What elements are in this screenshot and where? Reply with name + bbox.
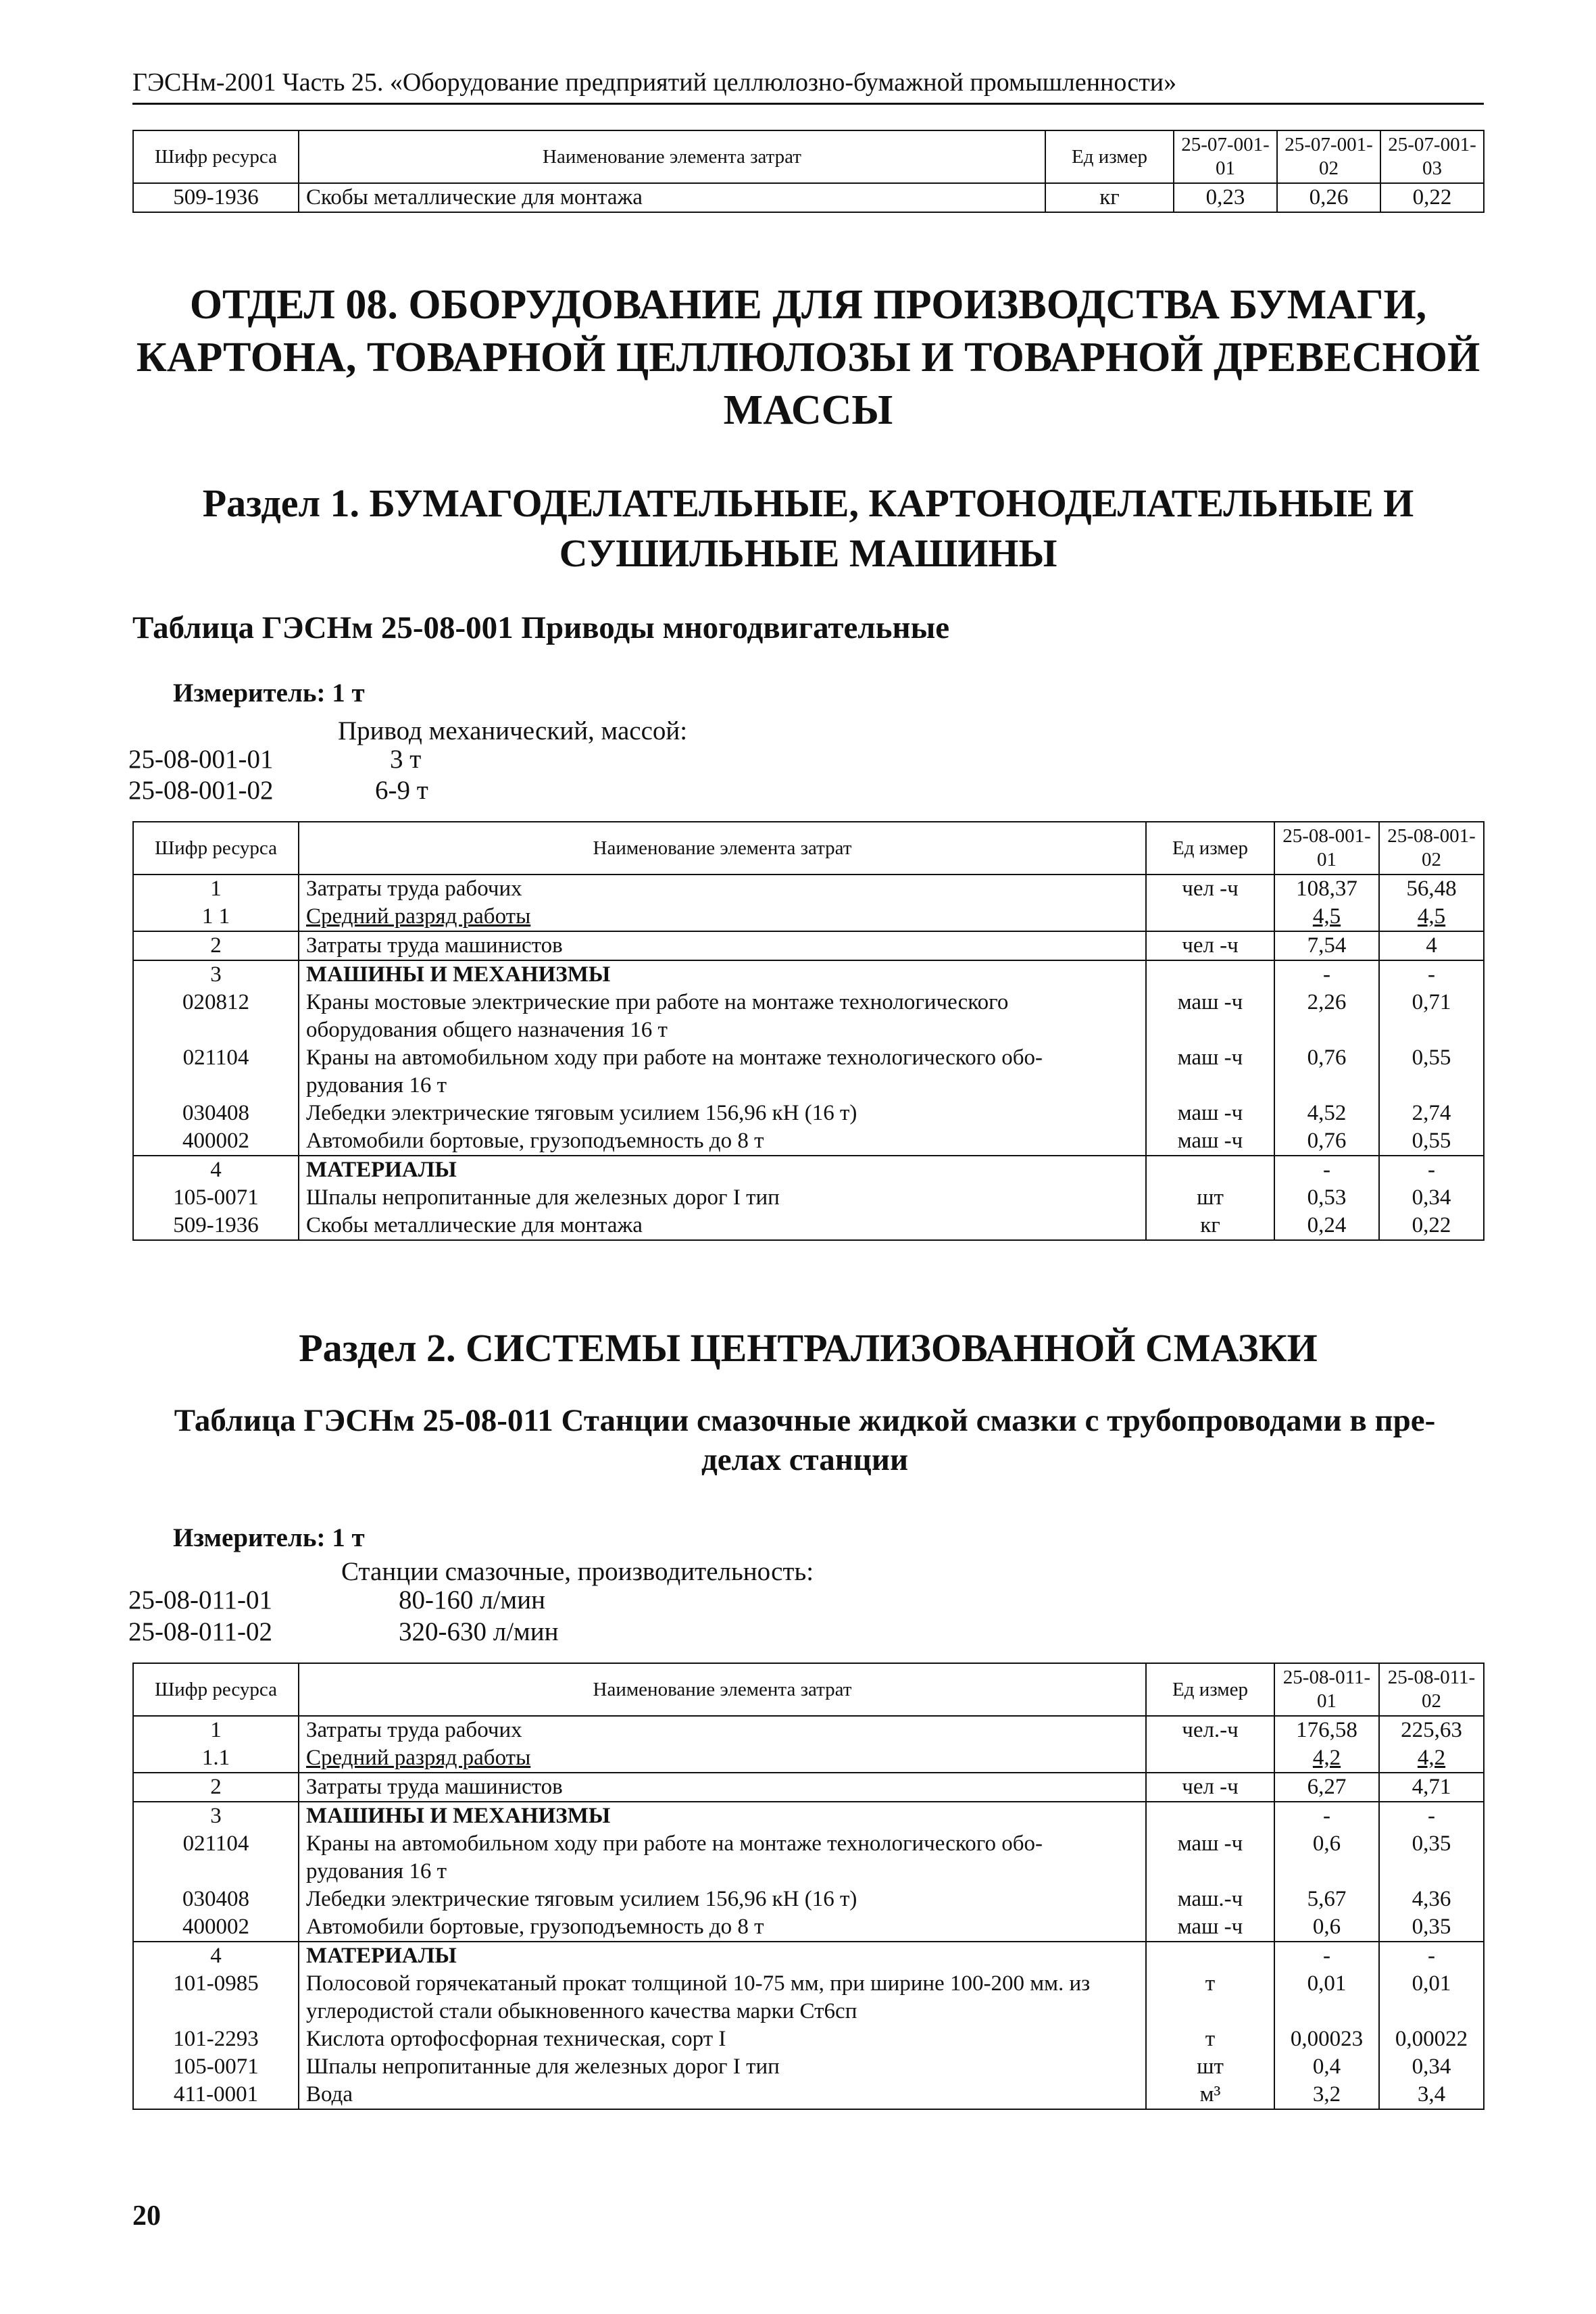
unit: кг <box>1146 1212 1274 1240</box>
resource-code: 3 <box>133 1802 299 1830</box>
resource-name: Краны на автомобильном ходу при работе на монтаже технологического обо-рудования 16 т <box>299 1044 1146 1100</box>
table-caption-25-08-001: Таблица ГЭСНм 25-08-001 Приводы многодвигательные <box>132 610 950 645</box>
page-number: 20 <box>132 2200 161 2232</box>
resource-name: Скобы металлические для монтажа <box>299 183 1045 212</box>
resource-name: Затраты труда машинистов <box>299 1773 1146 1802</box>
table-row <box>133 1044 1484 1100</box>
value-cell: 0,00022 <box>1379 2025 1484 2053</box>
value-cell: 7,54 <box>1274 931 1379 960</box>
resource-code: 4 <box>133 1942 299 1970</box>
value-cell: 0,35 <box>1379 1913 1484 1942</box>
unit <box>1146 1942 1274 1970</box>
column-header: 25-07-001-01 <box>1174 130 1277 183</box>
column-header: 25-08-001-01 <box>1274 822 1379 875</box>
resource-code: 1 <box>133 1716 299 1744</box>
resource-code: 020812 <box>133 989 299 1044</box>
unit: чел -ч <box>1146 1773 1274 1802</box>
variant-code: 25-08-001-02 <box>128 776 274 805</box>
value-cell: 0,22 <box>1379 1212 1484 1240</box>
column-header: Шифр ресурса <box>133 822 299 875</box>
department-title <box>132 278 1484 437</box>
value-cell: - <box>1274 1942 1379 1970</box>
value-cell: 0,76 <box>1274 1044 1379 1100</box>
variant-code: 25-08-011-01 <box>128 1585 273 1615</box>
value-cell: 108,37 <box>1274 875 1379 903</box>
variant-desc: 3 т <box>390 745 422 774</box>
value-cell: 3,4 <box>1379 2081 1484 2109</box>
table-row <box>133 2081 1484 2109</box>
value-cell: 0,4 <box>1274 2053 1379 2081</box>
table-row <box>133 1212 1484 1240</box>
header-rule <box>132 103 1484 105</box>
table-25-08-001 <box>132 821 1485 1241</box>
value-cell: 0,76 <box>1274 1127 1379 1156</box>
value-cell: 4,5 <box>1274 903 1379 931</box>
table-row <box>133 1127 1484 1156</box>
value-cell: 4,36 <box>1379 1886 1484 1913</box>
value-cell: - <box>1274 960 1379 989</box>
value-cell: 4 <box>1379 931 1484 960</box>
unit: т <box>1146 1970 1274 2025</box>
table-row <box>133 1830 1484 1886</box>
resource-name: Шпалы непропитанные для железных дорог I тип <box>299 2053 1146 2081</box>
resource-name: Средний разряд работы <box>299 1744 1146 1773</box>
resource-name: Скобы металлические для монтажа <box>299 1212 1146 1240</box>
value-cell: 0,6 <box>1274 1830 1379 1886</box>
resource-name: Автомобили бортовые, грузоподъемность до 8 т <box>299 1127 1146 1156</box>
value-cell: 4,52 <box>1274 1100 1379 1127</box>
meter-label: Измеритель: <box>173 1523 326 1552</box>
unit: м³ <box>1146 2081 1274 2109</box>
value-cell: - <box>1379 960 1484 989</box>
table-25-07-continuation <box>132 130 1485 213</box>
group-heading: МАТЕРИАЛЫ <box>299 1156 1146 1184</box>
unit: маш -ч <box>1146 1044 1274 1100</box>
value-cell: - <box>1379 1802 1484 1830</box>
value-cell: 176,58 <box>1274 1716 1379 1744</box>
value-cell: 56,48 <box>1379 875 1484 903</box>
value-cell: 6,27 <box>1274 1773 1379 1802</box>
column-header: Ед измер <box>1146 1663 1274 1716</box>
meter-label: Измеритель: <box>173 679 326 708</box>
resource-code: 1 <box>133 875 299 903</box>
resource-name: Полосовой горячекатаный прокат толщиной 10-75 мм, при ширине 100-200 мм. из углеродистой стали обыкновенного качества марки Ст6сп <box>299 1970 1146 2025</box>
section-title-line: СУШИЛЬНЫЕ МАШИНЫ <box>559 531 1057 575</box>
column-header: 25-08-011-02 <box>1379 1663 1484 1716</box>
unit: шт <box>1146 1184 1274 1212</box>
resource-name: Краны на автомобильном ходу при работе на монтаже технологического обо-рудования 16 т <box>299 1830 1146 1886</box>
resource-code: 400002 <box>133 1913 299 1942</box>
variant-code: 25-08-001-01 <box>128 745 274 774</box>
table-row <box>133 2053 1484 2081</box>
unit: кг <box>1045 183 1174 212</box>
group-heading: МАТЕРИАЛЫ <box>299 1942 1146 1970</box>
value-cell: 0,34 <box>1379 1184 1484 1212</box>
unit: чел -ч <box>1146 875 1274 903</box>
table-row <box>133 1886 1484 1913</box>
table-row <box>133 960 1484 989</box>
meter-line <box>173 677 365 710</box>
table-row <box>133 1802 1484 1830</box>
variant-desc: 80-160 л/мин <box>399 1585 545 1615</box>
table-header-row <box>133 1663 1484 1716</box>
group-heading: МАШИНЫ И МЕХАНИЗМЫ <box>299 1802 1146 1830</box>
table-row <box>133 1970 1484 2025</box>
resource-name: Краны мостовые электрические при работе на монтаже технологического оборудования общего назначения 16 т <box>299 989 1146 1044</box>
meter-value: 1 т <box>332 1523 365 1552</box>
norm-subject: Станции смазочные, производительность: <box>341 1557 814 1586</box>
value-cell: - <box>1274 1802 1379 1830</box>
unit: чел -ч <box>1146 931 1274 960</box>
value-cell: 0,23 <box>1174 183 1277 212</box>
unit: маш -ч <box>1146 989 1274 1044</box>
column-header: Ед измер <box>1146 822 1274 875</box>
table-row <box>133 183 1484 212</box>
table-25-08-011 <box>132 1663 1485 2110</box>
value-cell: - <box>1379 1156 1484 1184</box>
table-caption-25-08-011 <box>132 1401 1477 1479</box>
value-cell: 0,34 <box>1379 2053 1484 2081</box>
section-title-line: Раздел 1. БУМАГОДЕЛАТЕЛЬНЫЕ, КАРТОНОДЕЛАТЕЛЬНЫЕ И <box>202 481 1414 525</box>
table-row <box>133 1156 1484 1184</box>
resource-name: Затраты труда рабочих <box>299 1716 1146 1744</box>
table-row <box>133 903 1484 931</box>
table-header-row <box>133 822 1484 875</box>
unit: маш -ч <box>1146 1913 1274 1942</box>
norm-subject: Привод механический, массой: <box>338 716 688 745</box>
resource-name: Шпалы непропитанные для железных дорог I тип <box>299 1184 1146 1212</box>
resource-code: 105-0071 <box>133 1184 299 1212</box>
resource-name: Средний разряд работы <box>299 903 1146 931</box>
running-header: ГЭСНм-2001 Часть 25. «Оборудование предприятий целлюлозно-бумажной промышленности» <box>132 68 1177 97</box>
value-cell: 0,53 <box>1274 1184 1379 1212</box>
unit: шт <box>1146 2053 1274 2081</box>
unit <box>1146 960 1274 989</box>
value-cell: 4,2 <box>1274 1744 1379 1773</box>
column-header: Шифр ресурса <box>133 1663 299 1716</box>
table-caption-line: Таблица ГЭСНм 25-08-011 Станции смазочные жидкой смазки с трубопроводами в пре- <box>174 1403 1436 1438</box>
table-row <box>133 931 1484 960</box>
resource-code: 021104 <box>133 1830 299 1886</box>
variant-code: 25-08-011-02 <box>128 1617 273 1646</box>
resource-code: 411-0001 <box>133 2081 299 2109</box>
table-row <box>133 1744 1484 1773</box>
unit: маш -ч <box>1146 1830 1274 1886</box>
resource-code: 2 <box>133 1773 299 1802</box>
unit <box>1146 903 1274 931</box>
value-cell: 4,5 <box>1379 903 1484 931</box>
column-header: 25-08-001-02 <box>1379 822 1484 875</box>
value-cell: 4,71 <box>1379 1773 1484 1802</box>
value-cell: 0,22 <box>1380 183 1484 212</box>
variant-desc: 6-9 т <box>375 776 428 805</box>
unit <box>1146 1744 1274 1773</box>
table-row <box>133 875 1484 903</box>
resource-code: 2 <box>133 931 299 960</box>
resource-code: 101-0985 <box>133 1970 299 2025</box>
department-title-line: МАССЫ <box>723 387 893 433</box>
value-cell: - <box>1379 1942 1484 1970</box>
unit: т <box>1146 2025 1274 2053</box>
resource-code: 101-2293 <box>133 2025 299 2053</box>
value-cell: 0,24 <box>1274 1212 1379 1240</box>
value-cell: 225,63 <box>1379 1716 1484 1744</box>
value-cell: 0,55 <box>1379 1127 1484 1156</box>
table-caption-line: делах станции <box>701 1442 909 1477</box>
column-header: Наименование элемента затрат <box>299 130 1045 183</box>
resource-code: 400002 <box>133 1127 299 1156</box>
unit: маш -ч <box>1146 1100 1274 1127</box>
department-title-line: ОТДЕЛ 08. ОБОРУДОВАНИЕ ДЛЯ ПРОИЗВОДСТВА БУМАГИ, <box>189 282 1427 328</box>
column-header: 25-07-001-02 <box>1277 130 1380 183</box>
value-cell: 0,71 <box>1379 989 1484 1044</box>
table-row <box>133 1184 1484 1212</box>
value-cell: 0,6 <box>1274 1913 1379 1942</box>
resource-code: 030408 <box>133 1886 299 1913</box>
value-cell: 4,2 <box>1379 1744 1484 1773</box>
table-row <box>133 989 1484 1044</box>
group-heading: МАШИНЫ И МЕХАНИЗМЫ <box>299 960 1146 989</box>
resource-name: Вода <box>299 2081 1146 2109</box>
resource-code: 509-1936 <box>133 1212 299 1240</box>
value-cell: 0,55 <box>1379 1044 1484 1100</box>
resource-name: Лебедки электрические тяговым усилием 156,96 кН (16 т) <box>299 1886 1146 1913</box>
resource-name: Кислота ортофосфорная техническая, сорт I <box>299 2025 1146 2053</box>
table-row <box>133 2025 1484 2053</box>
value-cell: 0,01 <box>1274 1970 1379 2025</box>
resource-code: 4 <box>133 1156 299 1184</box>
resource-code: 1 1 <box>133 903 299 931</box>
table-row <box>133 1773 1484 1802</box>
unit: маш -ч <box>1146 1127 1274 1156</box>
value-cell: 0,01 <box>1379 1970 1484 2025</box>
unit <box>1146 1802 1274 1830</box>
value-cell: - <box>1274 1156 1379 1184</box>
value-cell: 2,26 <box>1274 989 1379 1044</box>
unit: чел.-ч <box>1146 1716 1274 1744</box>
resource-code: 3 <box>133 960 299 989</box>
column-header: Наименование элемента затрат <box>299 1663 1146 1716</box>
table-row <box>133 1716 1484 1744</box>
table-row <box>133 1913 1484 1942</box>
value-cell: 0,00023 <box>1274 2025 1379 2053</box>
meter-value: 1 т <box>332 679 365 708</box>
resource-code: 105-0071 <box>133 2053 299 2081</box>
meter-line <box>173 1522 365 1554</box>
value-cell: 0,35 <box>1379 1830 1484 1886</box>
column-header: Ед измер <box>1045 130 1174 183</box>
value-cell: 0,26 <box>1277 183 1380 212</box>
department-title-line: КАРТОНА, ТОВАРНОЙ ЦЕЛЛЮЛОЗЫ И ТОВАРНОЙ ДРЕВЕСНОЙ <box>136 335 1480 380</box>
resource-code: 021104 <box>133 1044 299 1100</box>
resource-name: Затраты труда рабочих <box>299 875 1146 903</box>
table-header-row <box>133 130 1484 183</box>
table-row <box>133 1100 1484 1127</box>
resource-name: Лебедки электрические тяговым усилием 156,96 кН (16 т) <box>299 1100 1146 1127</box>
column-header: 25-08-011-01 <box>1274 1663 1379 1716</box>
resource-code: 1.1 <box>133 1744 299 1773</box>
resource-name: Автомобили бортовые, грузоподъемность до 8 т <box>299 1913 1146 1942</box>
resource-name: Затраты труда машинистов <box>299 931 1146 960</box>
resource-code: 509-1936 <box>133 183 299 212</box>
resource-code: 030408 <box>133 1100 299 1127</box>
value-cell: 3,2 <box>1274 2081 1379 2109</box>
value-cell: 5,67 <box>1274 1886 1379 1913</box>
unit <box>1146 1156 1274 1184</box>
table-row <box>133 1942 1484 1970</box>
variant-desc: 320-630 л/мин <box>399 1617 559 1646</box>
section-2-title: Раздел 2. СИСТЕМЫ ЦЕНТРАЛИЗОВАННОЙ СМАЗКИ <box>299 1326 1318 1370</box>
section-1-title <box>132 478 1484 578</box>
column-header: Шифр ресурса <box>133 130 299 183</box>
unit: маш.-ч <box>1146 1886 1274 1913</box>
column-header: 25-07-001-03 <box>1380 130 1484 183</box>
value-cell: 2,74 <box>1379 1100 1484 1127</box>
column-header: Наименование элемента затрат <box>299 822 1146 875</box>
